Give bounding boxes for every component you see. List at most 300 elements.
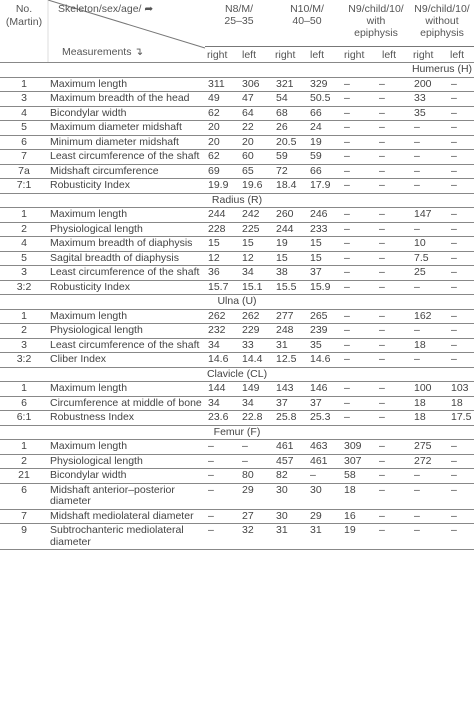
value-cell: 20: [205, 121, 239, 136]
value-cell: –: [448, 251, 474, 266]
value-cell: 31: [307, 524, 341, 550]
measurement-name: Least circumference of the shaft: [48, 150, 205, 165]
value-cell: 20: [239, 135, 273, 150]
martin-number: 5: [0, 251, 48, 266]
table-row: [0, 164, 474, 179]
value-cell: 260: [273, 208, 307, 223]
value-cell: –: [448, 440, 474, 455]
side-header: left: [242, 49, 257, 61]
value-cell: 262: [205, 309, 239, 324]
value-cell: 461: [307, 454, 341, 469]
value-cell: 18: [411, 338, 448, 353]
value-cell: 15.1: [239, 280, 273, 295]
value-cell: –: [341, 324, 376, 339]
value-cell: 311: [205, 77, 239, 92]
measurement-name: Least circumference of the shaft: [48, 338, 205, 353]
value-cell: –: [376, 92, 411, 107]
martin-number: 1: [0, 208, 48, 223]
value-cell: –: [411, 324, 448, 339]
value-cell: 49: [205, 92, 239, 107]
section-row: [0, 63, 474, 78]
table-row: [0, 509, 474, 524]
value-cell: 14.6: [307, 353, 341, 368]
value-cell: 149: [239, 382, 273, 397]
value-cell: –: [448, 324, 474, 339]
value-cell: –: [448, 164, 474, 179]
value-cell: 33: [411, 92, 448, 107]
value-cell: 22: [239, 121, 273, 136]
value-cell: –: [341, 237, 376, 252]
value-cell: 15: [239, 237, 273, 252]
martin-number: 4: [0, 106, 48, 121]
martin-number: 6: [0, 135, 48, 150]
value-cell: 14.6: [205, 353, 239, 368]
group-header-n8: N8/M/ 25–35: [224, 3, 254, 27]
value-cell: –: [239, 454, 273, 469]
value-cell: 265: [307, 309, 341, 324]
value-cell: 244: [205, 208, 239, 223]
value-cell: –: [376, 237, 411, 252]
value-cell: –: [376, 164, 411, 179]
measurement-name: Cliber Index: [48, 353, 205, 368]
table-row: [0, 266, 474, 281]
value-cell: –: [448, 469, 474, 484]
martin-number: 6: [0, 483, 48, 509]
value-cell: 233: [307, 222, 341, 237]
martin-number: 3: [0, 266, 48, 281]
value-cell: –: [448, 135, 474, 150]
value-cell: –: [448, 524, 474, 550]
value-cell: 16: [341, 509, 376, 524]
group-header-n9-with: N9/child/10/ with epiphysis: [348, 3, 404, 39]
value-cell: 19: [307, 135, 341, 150]
section-title: Clavicle (CL): [0, 367, 474, 382]
value-cell: –: [341, 222, 376, 237]
value-cell: 18: [411, 411, 448, 426]
value-cell: –: [341, 106, 376, 121]
value-cell: 15: [273, 251, 307, 266]
value-cell: 239: [307, 324, 341, 339]
value-cell: 80: [239, 469, 273, 484]
section-row: [0, 193, 474, 208]
value-cell: 10: [411, 237, 448, 252]
measurement-name: Subtrochanteric mediolateral diameter: [48, 524, 205, 550]
value-cell: –: [205, 440, 239, 455]
value-cell: 19: [273, 237, 307, 252]
value-cell: –: [376, 382, 411, 397]
value-cell: 47: [239, 92, 273, 107]
section-title: Radius (R): [0, 193, 474, 208]
martin-number: 3:2: [0, 353, 48, 368]
value-cell: 15: [307, 251, 341, 266]
value-cell: –: [341, 251, 376, 266]
value-cell: 262: [239, 309, 273, 324]
value-cell: –: [205, 454, 239, 469]
martin-number: 7a: [0, 164, 48, 179]
value-cell: 329: [307, 77, 341, 92]
value-cell: 27: [239, 509, 273, 524]
martin-number: 1: [0, 309, 48, 324]
value-cell: –: [341, 382, 376, 397]
value-cell: 162: [411, 309, 448, 324]
value-cell: 25.3: [307, 411, 341, 426]
measurement-name: Physiological length: [48, 324, 205, 339]
value-cell: –: [376, 309, 411, 324]
value-cell: 242: [239, 208, 273, 223]
value-cell: 36: [205, 266, 239, 281]
table-row: [0, 524, 474, 550]
value-cell: 17.9: [307, 179, 341, 194]
header-divider: [205, 46, 474, 47]
value-cell: 34: [239, 396, 273, 411]
value-cell: –: [341, 164, 376, 179]
no-header-line2: (Martin): [5, 16, 43, 28]
value-cell: 19: [341, 524, 376, 550]
value-cell: –: [448, 338, 474, 353]
value-cell: –: [205, 469, 239, 484]
value-cell: –: [341, 135, 376, 150]
table-row: [0, 222, 474, 237]
value-cell: 69: [205, 164, 239, 179]
value-cell: 321: [273, 77, 307, 92]
side-header: left: [450, 49, 465, 61]
side-header: right: [344, 49, 365, 61]
value-cell: 307: [341, 454, 376, 469]
value-cell: 35: [307, 338, 341, 353]
section-row: [0, 425, 474, 440]
table-row: [0, 280, 474, 295]
side-header: left: [382, 49, 397, 61]
value-cell: –: [411, 469, 448, 484]
section-title: Humerus (H): [0, 63, 474, 78]
measurement-name: Circumference at middle of bone: [48, 396, 205, 411]
value-cell: –: [411, 509, 448, 524]
value-cell: –: [341, 150, 376, 165]
value-cell: 244: [273, 222, 307, 237]
value-cell: –: [205, 509, 239, 524]
measurement-name: Midshaft circumference: [48, 164, 205, 179]
value-cell: –: [411, 353, 448, 368]
value-cell: 30: [273, 509, 307, 524]
table-row: [0, 469, 474, 484]
value-cell: –: [205, 483, 239, 509]
value-cell: –: [376, 266, 411, 281]
value-cell: –: [448, 222, 474, 237]
value-cell: –: [341, 179, 376, 194]
value-cell: –: [411, 164, 448, 179]
value-cell: 60: [239, 150, 273, 165]
value-cell: –: [448, 454, 474, 469]
value-cell: 54: [273, 92, 307, 107]
measurement-name: Physiological length: [48, 454, 205, 469]
value-cell: 66: [307, 164, 341, 179]
section-title: Ulna (U): [0, 295, 474, 310]
martin-number: 2: [0, 454, 48, 469]
value-cell: 15: [205, 237, 239, 252]
measurement-name: Maximum diameter midshaft: [48, 121, 205, 136]
value-cell: –: [411, 121, 448, 136]
value-cell: –: [448, 150, 474, 165]
value-cell: 37: [307, 396, 341, 411]
value-cell: –: [376, 353, 411, 368]
value-cell: 200: [411, 77, 448, 92]
martin-number: 3: [0, 338, 48, 353]
table-row: [0, 382, 474, 397]
value-cell: –: [448, 280, 474, 295]
martin-number: 4: [0, 237, 48, 252]
value-cell: 30: [273, 483, 307, 509]
value-cell: –: [341, 77, 376, 92]
value-cell: –: [448, 92, 474, 107]
value-cell: 58: [341, 469, 376, 484]
martin-number: 21: [0, 469, 48, 484]
table-row: [0, 135, 474, 150]
value-cell: –: [376, 483, 411, 509]
table-row: [0, 309, 474, 324]
table-row: [0, 454, 474, 469]
value-cell: –: [341, 208, 376, 223]
value-cell: 34: [205, 396, 239, 411]
martin-number: 7:1: [0, 179, 48, 194]
section-row: [0, 367, 474, 382]
value-cell: –: [411, 135, 448, 150]
value-cell: –: [376, 440, 411, 455]
value-cell: –: [341, 396, 376, 411]
table-row: [0, 251, 474, 266]
value-cell: 19.9: [205, 179, 239, 194]
value-cell: 248: [273, 324, 307, 339]
value-cell: 100: [411, 382, 448, 397]
martin-number: 7: [0, 509, 48, 524]
value-cell: 306: [239, 77, 273, 92]
measurement-name: Robustness Index: [48, 411, 205, 426]
value-cell: 272: [411, 454, 448, 469]
value-cell: 59: [307, 150, 341, 165]
value-cell: –: [376, 454, 411, 469]
value-cell: 31: [273, 524, 307, 550]
value-cell: –: [411, 179, 448, 194]
value-cell: –: [411, 280, 448, 295]
value-cell: 38: [273, 266, 307, 281]
value-cell: 7.5: [411, 251, 448, 266]
arrow-right-icon: ➦: [144, 3, 154, 15]
value-cell: 35: [411, 106, 448, 121]
value-cell: 277: [273, 309, 307, 324]
value-cell: 309: [341, 440, 376, 455]
value-cell: 30: [307, 483, 341, 509]
value-cell: 66: [307, 106, 341, 121]
table-row: [0, 237, 474, 252]
value-cell: –: [341, 92, 376, 107]
value-cell: 12.5: [273, 353, 307, 368]
martin-number: 1: [0, 440, 48, 455]
value-cell: 62: [205, 150, 239, 165]
value-cell: –: [376, 106, 411, 121]
value-cell: –: [376, 338, 411, 353]
value-cell: 37: [307, 266, 341, 281]
value-cell: –: [411, 524, 448, 550]
martin-number: 5: [0, 121, 48, 136]
martin-number: 1: [0, 382, 48, 397]
value-cell: –: [376, 411, 411, 426]
value-cell: 15.5: [273, 280, 307, 295]
value-cell: 225: [239, 222, 273, 237]
value-cell: 34: [205, 338, 239, 353]
value-cell: –: [448, 121, 474, 136]
table-row: [0, 106, 474, 121]
value-cell: 143: [273, 382, 307, 397]
value-cell: 18: [341, 483, 376, 509]
value-cell: –: [376, 135, 411, 150]
value-cell: 26: [273, 121, 307, 136]
value-cell: –: [376, 251, 411, 266]
value-cell: 65: [239, 164, 273, 179]
measurement-name: Least circumference of the shaft: [48, 266, 205, 281]
value-cell: –: [341, 353, 376, 368]
value-cell: –: [448, 208, 474, 223]
value-cell: –: [411, 222, 448, 237]
value-cell: 275: [411, 440, 448, 455]
martin-number: 3:2: [0, 280, 48, 295]
value-cell: 29: [239, 483, 273, 509]
measurement-name: Robusticity Index: [48, 280, 205, 295]
value-cell: –: [376, 396, 411, 411]
side-header: right: [413, 49, 434, 61]
table-row: [0, 150, 474, 165]
measurement-name: Maximum breadth of the head: [48, 92, 205, 107]
value-cell: 232: [205, 324, 239, 339]
value-cell: 18: [411, 396, 448, 411]
martin-number: 3: [0, 92, 48, 107]
arrow-down-icon: ↴: [134, 46, 144, 58]
measurement-name: Maximum length: [48, 309, 205, 324]
group-header-n10: N10/M/ 40–50: [290, 3, 324, 27]
value-cell: 15: [307, 237, 341, 252]
martin-number: 2: [0, 222, 48, 237]
measurement-name: Midshaft anterior–posterior diameter: [48, 483, 205, 509]
section-title: Femur (F): [0, 425, 474, 440]
value-cell: –: [239, 440, 273, 455]
value-cell: –: [205, 524, 239, 550]
measurement-name: Maximum breadth of diaphysis: [48, 237, 205, 252]
value-cell: 59: [273, 150, 307, 165]
value-cell: –: [376, 179, 411, 194]
value-cell: 25: [411, 266, 448, 281]
table-row: [0, 324, 474, 339]
side-header: right: [207, 49, 228, 61]
measurements-header-label: Measurements ↴: [62, 46, 144, 58]
value-cell: –: [376, 150, 411, 165]
value-cell: –: [376, 280, 411, 295]
measurement-name: Maximum length: [48, 208, 205, 223]
value-cell: 461: [273, 440, 307, 455]
value-cell: –: [341, 338, 376, 353]
measurement-name: Maximum length: [48, 440, 205, 455]
value-cell: –: [448, 237, 474, 252]
value-cell: –: [376, 208, 411, 223]
value-cell: 23.6: [205, 411, 239, 426]
value-cell: 457: [273, 454, 307, 469]
value-cell: 20: [205, 135, 239, 150]
value-cell: 72: [273, 164, 307, 179]
value-cell: 22.8: [239, 411, 273, 426]
value-cell: –: [376, 524, 411, 550]
value-cell: 146: [307, 382, 341, 397]
value-cell: –: [307, 469, 341, 484]
value-cell: 228: [205, 222, 239, 237]
measurement-name: Minimum diameter midshaft: [48, 135, 205, 150]
value-cell: 14.4: [239, 353, 273, 368]
value-cell: –: [448, 483, 474, 509]
value-cell: 29: [307, 509, 341, 524]
measurement-name: Maximum length: [48, 382, 205, 397]
value-cell: 18.4: [273, 179, 307, 194]
value-cell: –: [448, 353, 474, 368]
value-cell: 19.6: [239, 179, 273, 194]
measurement-name: Bicondylar width: [48, 469, 205, 484]
value-cell: –: [341, 309, 376, 324]
measurement-name: Midshaft mediolateral diameter: [48, 509, 205, 524]
table-row: [0, 179, 474, 194]
martin-number: 9: [0, 524, 48, 550]
martin-number: 2: [0, 324, 48, 339]
value-cell: –: [341, 266, 376, 281]
measurement-name: Sagital breadth of diaphysis: [48, 251, 205, 266]
value-cell: 37: [273, 396, 307, 411]
value-cell: –: [411, 150, 448, 165]
martin-number: 7: [0, 150, 48, 165]
table-row: [0, 77, 474, 92]
value-cell: –: [376, 509, 411, 524]
table-row: [0, 92, 474, 107]
value-cell: –: [376, 469, 411, 484]
value-cell: –: [448, 77, 474, 92]
table-row: [0, 483, 474, 509]
value-cell: 32: [239, 524, 273, 550]
value-cell: 82: [273, 469, 307, 484]
value-cell: 103: [448, 382, 474, 397]
table-header: [0, 0, 474, 62]
value-cell: 34: [239, 266, 273, 281]
table-row: [0, 353, 474, 368]
value-cell: –: [411, 483, 448, 509]
measurement-name: Physiological length: [48, 222, 205, 237]
value-cell: 147: [411, 208, 448, 223]
table-row: [0, 396, 474, 411]
value-cell: 15.7: [205, 280, 239, 295]
section-row: [0, 295, 474, 310]
martin-number: 6: [0, 396, 48, 411]
no-header-line1: No.: [15, 3, 33, 15]
table-row: [0, 411, 474, 426]
group-header-n9-without: N9/child/10/ without epiphysis: [414, 3, 470, 39]
measurement-name: Robusticity Index: [48, 179, 205, 194]
martin-number: 1: [0, 77, 48, 92]
value-cell: 31: [273, 338, 307, 353]
measurement-name: Maximum length: [48, 77, 205, 92]
table-row: [0, 440, 474, 455]
value-cell: –: [376, 324, 411, 339]
value-cell: 463: [307, 440, 341, 455]
value-cell: –: [448, 179, 474, 194]
value-cell: 17.5: [448, 411, 474, 426]
value-cell: –: [341, 121, 376, 136]
value-cell: 62: [205, 106, 239, 121]
measurement-name: Bicondylar width: [48, 106, 205, 121]
value-cell: 68: [273, 106, 307, 121]
value-cell: –: [341, 280, 376, 295]
value-cell: 12: [205, 251, 239, 266]
